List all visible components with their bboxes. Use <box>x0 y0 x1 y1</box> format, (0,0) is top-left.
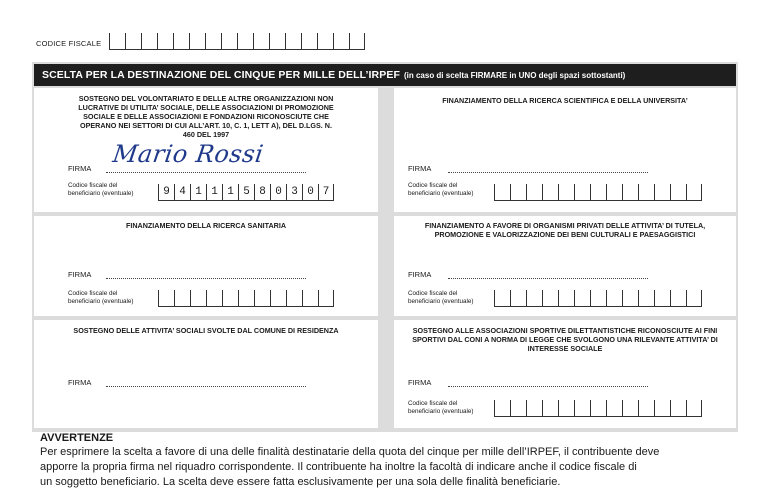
firma-line[interactable] <box>106 172 306 173</box>
cf-char-box[interactable] <box>654 290 670 306</box>
avvertenze-line: apporre la propria firma nel riquadro corrispondente. Il contribuente ha inoltre la facoltà di indicare anche il codice fiscale di <box>40 461 637 473</box>
codice-fiscale-row <box>36 30 365 50</box>
cf-char-box[interactable] <box>638 290 654 306</box>
cf-char-box[interactable]: 1 <box>190 184 206 200</box>
avvertenze-line: un soggetto beneficiario. La scelta deve essere fatta esclusivamente per una sola delle finalità beneficiarie. <box>40 476 561 488</box>
cf-beneficiario-field[interactable] <box>158 290 334 307</box>
cf-char-box[interactable] <box>654 184 670 200</box>
codice-fiscale-label: CODICE FISCALE <box>36 39 102 48</box>
cf-char-box[interactable] <box>510 290 526 306</box>
cf-char-box[interactable] <box>270 290 286 306</box>
cf-label: Codice fiscale del beneficiario (eventuale) <box>408 182 474 197</box>
section-title: SCELTA PER LA DESTINAZIONE DEL CINQUE PER MILLE DELL’IRPEF <box>42 69 400 81</box>
cf-char-box[interactable] <box>269 33 285 49</box>
cf-char-box[interactable] <box>302 290 318 306</box>
avvertenze-title: AVVERTENZE <box>40 432 114 444</box>
cf-char-box[interactable] <box>109 33 125 49</box>
panel-title: FINANZIAMENTO DELLA RICERCA SANITARIA <box>125 221 287 230</box>
cf-char-box[interactable] <box>638 184 654 200</box>
cf-beneficiario-field[interactable] <box>494 184 702 201</box>
cf-char-box[interactable] <box>317 33 333 49</box>
panel-comune <box>34 320 378 428</box>
avvertenze <box>40 432 740 490</box>
cf-char-box[interactable] <box>574 184 590 200</box>
cf-char-box[interactable] <box>494 290 510 306</box>
cf-char-box[interactable] <box>349 33 365 49</box>
top-edge <box>0 0 768 12</box>
firma-label: FIRMA <box>68 270 92 279</box>
cf-char-box[interactable] <box>686 184 702 200</box>
firma-line[interactable] <box>448 172 648 173</box>
panel-title: FINANZIAMENTO A FAVORE DI ORGANISMI PRIVATI DELLE ATTIVITA’ DI TUTELA, PROMOZIONE E VALORIZZAZIONE DEI BENI CULTURALI E PAESAGGISTICI <box>424 221 706 239</box>
cf-char-box[interactable] <box>526 400 542 416</box>
cf-char-box[interactable] <box>254 290 270 306</box>
firma-label: FIRMA <box>408 270 432 279</box>
cf-label: Codice fiscale del beneficiario (eventuale) <box>68 290 134 305</box>
cf-char-box[interactable]: 1 <box>222 184 238 200</box>
cinque-per-mille-section <box>32 62 738 432</box>
firma-line[interactable] <box>448 278 648 279</box>
cf-char-box[interactable] <box>590 184 606 200</box>
cf-char-box[interactable]: 1 <box>206 184 222 200</box>
codice-fiscale-field[interactable] <box>109 33 365 50</box>
cf-char-box[interactable] <box>301 33 317 49</box>
cf-char-box[interactable] <box>237 33 253 49</box>
cf-char-box[interactable] <box>558 290 574 306</box>
firma-label: FIRMA <box>408 378 432 387</box>
cf-char-box[interactable] <box>189 33 205 49</box>
panel-sport <box>394 320 736 428</box>
cf-char-box[interactable]: 3 <box>286 184 302 200</box>
cf-char-box[interactable] <box>510 184 526 200</box>
firma-label: FIRMA <box>68 164 92 173</box>
cf-char-box[interactable] <box>141 33 157 49</box>
cf-char-box[interactable] <box>221 33 237 49</box>
cf-char-box[interactable] <box>542 400 558 416</box>
cf-char-box[interactable]: 5 <box>238 184 254 200</box>
cf-char-box[interactable]: 9 <box>158 184 174 200</box>
cf-char-box[interactable] <box>590 400 606 416</box>
cf-char-box[interactable] <box>526 290 542 306</box>
cf-char-box[interactable] <box>526 184 542 200</box>
firma-line[interactable] <box>448 386 648 387</box>
cf-char-box[interactable] <box>253 33 269 49</box>
cf-char-box[interactable] <box>606 400 622 416</box>
cf-char-box[interactable] <box>173 33 189 49</box>
cf-label: Codice fiscale del beneficiario (eventuale) <box>408 400 474 415</box>
cf-char-box[interactable] <box>590 290 606 306</box>
panel-title: SOSTEGNO ALLE ASSOCIAZIONI SPORTIVE DILETTANTISTICHE RICONOSCIUTE AI FINI SPORTIVI DAL CONI A NORMA DI LEGGE CHE SVOLGONO UNA RILEVANTE ATTIVITA’ DI INTERESSE SOCIALE <box>412 326 718 353</box>
cf-char-box[interactable] <box>174 290 190 306</box>
cf-char-box[interactable] <box>222 290 238 306</box>
firma-label: FIRMA <box>68 378 92 387</box>
cf-char-box[interactable] <box>638 400 654 416</box>
cf-label: Codice fiscale del beneficiario (eventuale) <box>408 290 474 305</box>
firma-label: FIRMA <box>408 164 432 173</box>
signature: Mario Rossi <box>111 140 266 168</box>
cf-char-box[interactable] <box>286 290 302 306</box>
cf-char-box[interactable]: 0 <box>302 184 318 200</box>
cf-char-box[interactable] <box>125 33 141 49</box>
cf-char-box[interactable] <box>622 400 638 416</box>
cf-beneficiario-field[interactable] <box>494 290 702 307</box>
cf-char-box[interactable] <box>686 290 702 306</box>
cf-char-box[interactable] <box>494 184 510 200</box>
cf-char-box[interactable] <box>558 400 574 416</box>
cf-char-box[interactable] <box>158 290 174 306</box>
cf-char-box[interactable] <box>494 400 510 416</box>
panel-beni-culturali <box>394 216 736 316</box>
panel-ricerca-sanitaria <box>34 216 378 316</box>
cf-char-box[interactable] <box>510 400 526 416</box>
cf-char-box[interactable] <box>654 400 670 416</box>
cf-char-box[interactable] <box>333 33 349 49</box>
cf-char-box[interactable] <box>670 290 686 306</box>
cf-char-box[interactable] <box>285 33 301 49</box>
cf-label: Codice fiscale del beneficiario (eventuale) <box>68 182 134 197</box>
cf-char-box[interactable] <box>686 400 702 416</box>
cf-char-box[interactable]: 8 <box>254 184 270 200</box>
cf-char-box[interactable]: 4 <box>174 184 190 200</box>
cf-char-box[interactable] <box>670 400 686 416</box>
cf-char-box[interactable] <box>606 184 622 200</box>
cf-char-box[interactable] <box>542 290 558 306</box>
cf-char-box[interactable] <box>157 33 173 49</box>
panel-ricerca-scientifica <box>394 88 736 212</box>
panel-title: SOSTEGNO DEL VOLONTARIATO E DELLE ALTRE ORGANIZZAZIONI NON LUCRATIVE DI UTILITA’ SOCIALE, DELLE ASSOCIAZIONI DI PROMOZIONE SOCIALE E DELLE ASSOCIAZIONI E FONDAZIONI RICONOSCIUTE CHE OPERANO NEI SETTORI DI CUI ALL’ART. 10, C. 1, LETT A), DEL D.LGS. N. 460 DEL 1997 <box>78 94 334 139</box>
panel-title: SOSTEGNO DELLE ATTIVITA’ SOCIALI SVOLTE DAL COMUNE DI RESIDENZA <box>73 326 339 335</box>
panel-title: FINANZIAMENTO DELLA RICERCA SCIENTIFICA E DELLA UNIVERSITA’ <box>442 96 688 105</box>
avvertenze-line: Per esprimere la scelta a favore di una delle finalità destinatarie della quota del cinque per mille dell’IRPEF, il contribuente deve <box>40 446 660 458</box>
cf-char-box[interactable] <box>558 184 574 200</box>
cf-char-box[interactable] <box>542 184 558 200</box>
cf-char-box[interactable] <box>574 400 590 416</box>
firma-line[interactable] <box>106 278 306 279</box>
cf-char-box[interactable] <box>622 184 638 200</box>
cf-char-box[interactable]: 7 <box>318 184 334 200</box>
cf-char-box[interactable] <box>670 184 686 200</box>
cf-beneficiario-field[interactable] <box>158 184 334 201</box>
cf-char-box[interactable] <box>205 33 221 49</box>
cf-char-box[interactable] <box>606 290 622 306</box>
cf-char-box[interactable] <box>238 290 254 306</box>
cf-beneficiario-field[interactable] <box>494 400 702 417</box>
cf-char-box[interactable] <box>622 290 638 306</box>
cf-char-box[interactable] <box>318 290 334 306</box>
cf-char-box[interactable] <box>190 290 206 306</box>
cf-char-box[interactable] <box>206 290 222 306</box>
firma-line[interactable] <box>106 386 306 387</box>
section-subtitle: (in caso di scelta FIRMARE in UNO degli spazi sottostanti) <box>403 70 626 80</box>
cf-char-box[interactable] <box>574 290 590 306</box>
cf-char-box[interactable]: 0 <box>270 184 286 200</box>
section-header <box>34 64 736 86</box>
